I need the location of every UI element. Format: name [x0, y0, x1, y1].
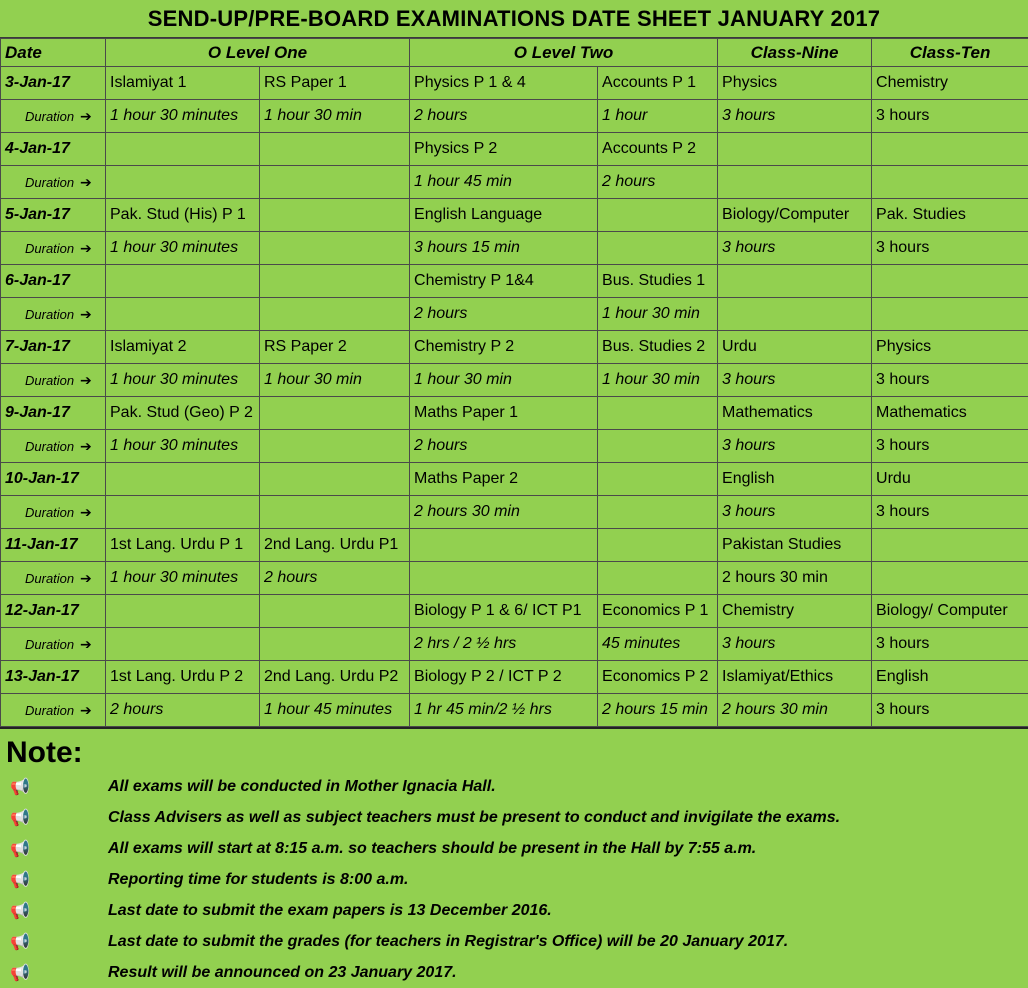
duration-label-cell [1, 430, 106, 463]
subject-o-level-two-a [410, 529, 598, 562]
subject-o-level-one-b [260, 265, 410, 298]
exam-date: 7-Jan-17 [1, 331, 106, 364]
table-row [1, 463, 1028, 496]
subject-o-level-one-b [260, 397, 410, 430]
exam-date: 12-Jan-17 [1, 595, 106, 628]
duration-label-cell [1, 694, 106, 727]
duration-label-cell [1, 364, 106, 397]
megaphone-icon: 📢 [10, 895, 30, 926]
duration-class-ten: 3 hours [872, 232, 1028, 265]
subject-o-level-two-a: Maths Paper 2 [410, 463, 598, 496]
duration-o-level-one-b: 1 hour 45 minutes [260, 694, 410, 727]
subject-class-ten: Chemistry [872, 67, 1028, 100]
duration-o-level-one-b: 2 hours [260, 562, 410, 595]
duration-o-level-two-a: 2 hours 30 min [410, 496, 598, 529]
duration-class-nine: 3 hours [718, 430, 872, 463]
subject-class-ten: Physics [872, 331, 1028, 364]
duration-class-nine: 3 hours [718, 496, 872, 529]
subject-o-level-two-a: Physics P 2 [410, 133, 598, 166]
subject-class-nine: Islamiyat/Ethics [718, 661, 872, 694]
subject-class-nine [718, 265, 872, 298]
duration-label: Duration [25, 373, 74, 388]
duration-o-level-two-b: 45 minutes [598, 628, 718, 661]
note-item [0, 895, 1028, 926]
subject-o-level-two-a: Biology P 2 / ICT P 2 [410, 661, 598, 694]
duration-o-level-one-a: 1 hour 30 minutes [106, 430, 260, 463]
subject-o-level-two-b [598, 529, 718, 562]
note-text: Reporting time for students is 8:00 a.m. [108, 864, 409, 895]
sheet-title: SEND-UP/PRE-BOARD EXAMINATIONS DATE SHEET JANUARY 2017 [0, 0, 1028, 38]
arrow-right-icon: ➔ [76, 240, 92, 256]
subject-o-level-one-b: RS Paper 1 [260, 67, 410, 100]
subject-class-ten: Biology/ Computer [872, 595, 1028, 628]
subject-class-nine: Physics [718, 67, 872, 100]
subject-o-level-two-b [598, 199, 718, 232]
duration-o-level-one-a: 1 hour 30 minutes [106, 232, 260, 265]
duration-label: Duration [25, 307, 74, 322]
table-row [1, 397, 1028, 430]
duration-row [1, 430, 1028, 463]
duration-label-cell [1, 166, 106, 199]
duration-o-level-one-b: 1 hour 30 min [260, 100, 410, 133]
duration-class-ten [872, 562, 1028, 595]
duration-label-cell [1, 298, 106, 331]
duration-class-ten: 3 hours [872, 100, 1028, 133]
duration-o-level-one-b [260, 298, 410, 331]
duration-o-level-two-b [598, 430, 718, 463]
note-text: Last date to submit the grades (for teachers in Registrar's Office) will be 20 January 2017. [108, 926, 788, 957]
duration-class-nine: 3 hours [718, 628, 872, 661]
subject-class-nine: English [718, 463, 872, 496]
note-item [0, 802, 1028, 833]
megaphone-icon: 📢 [10, 802, 30, 833]
subject-class-ten [872, 133, 1028, 166]
table-row [1, 595, 1028, 628]
subject-o-level-one-a [106, 265, 260, 298]
duration-label: Duration [25, 439, 74, 454]
duration-label: Duration [25, 505, 74, 520]
duration-o-level-one-a: 1 hour 30 minutes [106, 100, 260, 133]
megaphone-icon: 📢 [10, 926, 30, 957]
subject-o-level-two-b: Bus. Studies 2 [598, 331, 718, 364]
subject-o-level-one-a: 1st Lang. Urdu P 1 [106, 529, 260, 562]
header-o-level-two: O Level Two [410, 39, 718, 67]
duration-o-level-two-b [598, 562, 718, 595]
subject-o-level-one-b [260, 595, 410, 628]
duration-o-level-two-a: 1 hr 45 min/2 ½ hrs [410, 694, 598, 727]
arrow-right-icon: ➔ [76, 306, 92, 322]
duration-o-level-one-a: 1 hour 30 minutes [106, 562, 260, 595]
subject-o-level-one-b [260, 133, 410, 166]
exam-date: 11-Jan-17 [1, 529, 106, 562]
note-text: Class Advisers as well as subject teachers must be present to conduct and invigilate the exams. [108, 802, 840, 833]
duration-o-level-two-b [598, 232, 718, 265]
header-class-ten: Class-Ten [872, 39, 1028, 67]
subject-o-level-one-b: RS Paper 2 [260, 331, 410, 364]
note-text: All exams will start at 8:15 a.m. so teachers should be present in the Hall by 7:55 a.m. [108, 833, 756, 864]
subject-class-nine: Urdu [718, 331, 872, 364]
duration-label: Duration [25, 175, 74, 190]
duration-o-level-one-a [106, 166, 260, 199]
arrow-right-icon: ➔ [76, 636, 92, 652]
duration-label: Duration [25, 571, 74, 586]
duration-o-level-one-b [260, 166, 410, 199]
duration-o-level-two-a [410, 562, 598, 595]
subject-o-level-two-a: Maths Paper 1 [410, 397, 598, 430]
note-item [0, 833, 1028, 864]
duration-o-level-two-a: 3 hours 15 min [410, 232, 598, 265]
note-text: All exams will be conducted in Mother Ignacia Hall. [108, 771, 496, 802]
subject-class-nine: Mathematics [718, 397, 872, 430]
duration-o-level-two-a: 2 hrs / 2 ½ hrs [410, 628, 598, 661]
note-text: Result will be announced on 23 January 2017. [108, 957, 457, 988]
duration-label-cell [1, 562, 106, 595]
arrow-right-icon: ➔ [76, 372, 92, 388]
subject-o-level-one-b: 2nd Lang. Urdu P1 [260, 529, 410, 562]
notes-title: Note: [0, 735, 1028, 771]
duration-o-level-one-b [260, 430, 410, 463]
duration-o-level-two-b: 2 hours [598, 166, 718, 199]
note-item [0, 771, 1028, 802]
header-row [1, 39, 1028, 67]
subject-o-level-two-b: Bus. Studies 1 [598, 265, 718, 298]
duration-class-ten: 3 hours [872, 694, 1028, 727]
duration-o-level-two-a: 2 hours [410, 100, 598, 133]
subject-o-level-two-b: Accounts P 2 [598, 133, 718, 166]
table-row [1, 67, 1028, 100]
duration-class-nine [718, 298, 872, 331]
arrow-right-icon: ➔ [76, 438, 92, 454]
note-item [0, 864, 1028, 895]
table-row [1, 331, 1028, 364]
subject-class-nine: Biology/Computer [718, 199, 872, 232]
arrow-right-icon: ➔ [76, 702, 92, 718]
subject-o-level-one-a: 1st Lang. Urdu P 2 [106, 661, 260, 694]
duration-class-nine: 3 hours [718, 364, 872, 397]
exam-date: 6-Jan-17 [1, 265, 106, 298]
duration-o-level-one-b [260, 628, 410, 661]
table-row [1, 133, 1028, 166]
exam-date: 4-Jan-17 [1, 133, 106, 166]
subject-o-level-two-b: Economics P 2 [598, 661, 718, 694]
exam-date: 13-Jan-17 [1, 661, 106, 694]
duration-label: Duration [25, 109, 74, 124]
arrow-right-icon: ➔ [76, 108, 92, 124]
duration-label: Duration [25, 703, 74, 718]
subject-o-level-two-b: Accounts P 1 [598, 67, 718, 100]
duration-o-level-two-b: 1 hour [598, 100, 718, 133]
duration-row [1, 628, 1028, 661]
duration-o-level-two-b: 2 hours 15 min [598, 694, 718, 727]
table-row [1, 199, 1028, 232]
duration-o-level-one-a [106, 496, 260, 529]
exam-date: 5-Jan-17 [1, 199, 106, 232]
duration-row [1, 166, 1028, 199]
subject-o-level-two-a: English Language [410, 199, 598, 232]
subject-class-ten: Pak. Studies [872, 199, 1028, 232]
subject-o-level-one-a: Pak. Stud (Geo) P 2 [106, 397, 260, 430]
duration-o-level-one-b [260, 232, 410, 265]
duration-row [1, 694, 1028, 727]
subject-class-nine: Chemistry [718, 595, 872, 628]
subject-o-level-two-a: Chemistry P 2 [410, 331, 598, 364]
duration-class-ten: 3 hours [872, 364, 1028, 397]
duration-class-nine [718, 166, 872, 199]
subject-o-level-one-b [260, 199, 410, 232]
exam-date: 3-Jan-17 [1, 67, 106, 100]
duration-row [1, 364, 1028, 397]
subject-o-level-one-a: Islamiyat 1 [106, 67, 260, 100]
duration-label-cell [1, 496, 106, 529]
subject-class-ten: Mathematics [872, 397, 1028, 430]
exam-date: 10-Jan-17 [1, 463, 106, 496]
duration-o-level-two-b: 1 hour 30 min [598, 364, 718, 397]
megaphone-icon: 📢 [10, 833, 30, 864]
table-row [1, 661, 1028, 694]
duration-o-level-two-a: 2 hours [410, 298, 598, 331]
subject-o-level-one-a [106, 133, 260, 166]
duration-o-level-one-a: 2 hours [106, 694, 260, 727]
duration-label-cell [1, 628, 106, 661]
arrow-right-icon: ➔ [76, 174, 92, 190]
subject-o-level-one-b [260, 463, 410, 496]
duration-label: Duration [25, 637, 74, 652]
duration-o-level-one-b [260, 496, 410, 529]
subject-class-ten [872, 265, 1028, 298]
duration-row [1, 298, 1028, 331]
duration-row [1, 100, 1028, 133]
duration-class-ten [872, 166, 1028, 199]
subject-o-level-one-a: Islamiyat 2 [106, 331, 260, 364]
duration-row [1, 496, 1028, 529]
megaphone-icon: 📢 [10, 957, 30, 988]
subject-o-level-one-a: Pak. Stud (His) P 1 [106, 199, 260, 232]
duration-o-level-one-a [106, 298, 260, 331]
subject-o-level-two-b [598, 463, 718, 496]
subject-o-level-one-a [106, 595, 260, 628]
duration-class-ten [872, 298, 1028, 331]
duration-class-ten: 3 hours [872, 628, 1028, 661]
duration-row [1, 562, 1028, 595]
duration-class-ten: 3 hours [872, 430, 1028, 463]
table-row [1, 529, 1028, 562]
subject-o-level-two-b: Economics P 1 [598, 595, 718, 628]
duration-class-ten: 3 hours [872, 496, 1028, 529]
subject-class-ten: English [872, 661, 1028, 694]
subject-o-level-one-b: 2nd Lang. Urdu P2 [260, 661, 410, 694]
megaphone-icon: 📢 [10, 864, 30, 895]
arrow-right-icon: ➔ [76, 504, 92, 520]
duration-class-nine: 3 hours [718, 232, 872, 265]
subject-class-ten [872, 529, 1028, 562]
header-class-nine: Class-Nine [718, 39, 872, 67]
duration-o-level-two-b: 1 hour 30 min [598, 298, 718, 331]
subject-class-ten: Urdu [872, 463, 1028, 496]
subject-class-nine [718, 133, 872, 166]
subject-o-level-two-b [598, 397, 718, 430]
notes-section [0, 727, 1028, 988]
subject-o-level-one-a [106, 463, 260, 496]
duration-class-nine: 2 hours 30 min [718, 694, 872, 727]
duration-row [1, 232, 1028, 265]
duration-o-level-two-a: 1 hour 45 min [410, 166, 598, 199]
duration-o-level-one-a: 1 hour 30 minutes [106, 364, 260, 397]
header-date: Date [1, 39, 106, 67]
header-o-level-one: O Level One [106, 39, 410, 67]
duration-class-nine: 3 hours [718, 100, 872, 133]
duration-o-level-two-b [598, 496, 718, 529]
exam-date: 9-Jan-17 [1, 397, 106, 430]
subject-class-nine: Pakistan Studies [718, 529, 872, 562]
table-row [1, 265, 1028, 298]
duration-label-cell [1, 232, 106, 265]
exam-table [0, 38, 1028, 727]
duration-o-level-two-a: 2 hours [410, 430, 598, 463]
duration-o-level-one-a [106, 628, 260, 661]
subject-o-level-two-a: Chemistry P 1&4 [410, 265, 598, 298]
note-item [0, 957, 1028, 988]
note-text: Last date to submit the exam papers is 13 December 2016. [108, 895, 552, 926]
duration-o-level-one-b: 1 hour 30 min [260, 364, 410, 397]
megaphone-icon: 📢 [10, 771, 30, 802]
duration-label-cell [1, 100, 106, 133]
duration-o-level-two-a: 1 hour 30 min [410, 364, 598, 397]
duration-class-nine: 2 hours 30 min [718, 562, 872, 595]
subject-o-level-two-a: Biology P 1 & 6/ ICT P1 [410, 595, 598, 628]
duration-label: Duration [25, 241, 74, 256]
subject-o-level-two-a: Physics P 1 & 4 [410, 67, 598, 100]
note-item [0, 926, 1028, 957]
arrow-right-icon: ➔ [76, 570, 92, 586]
